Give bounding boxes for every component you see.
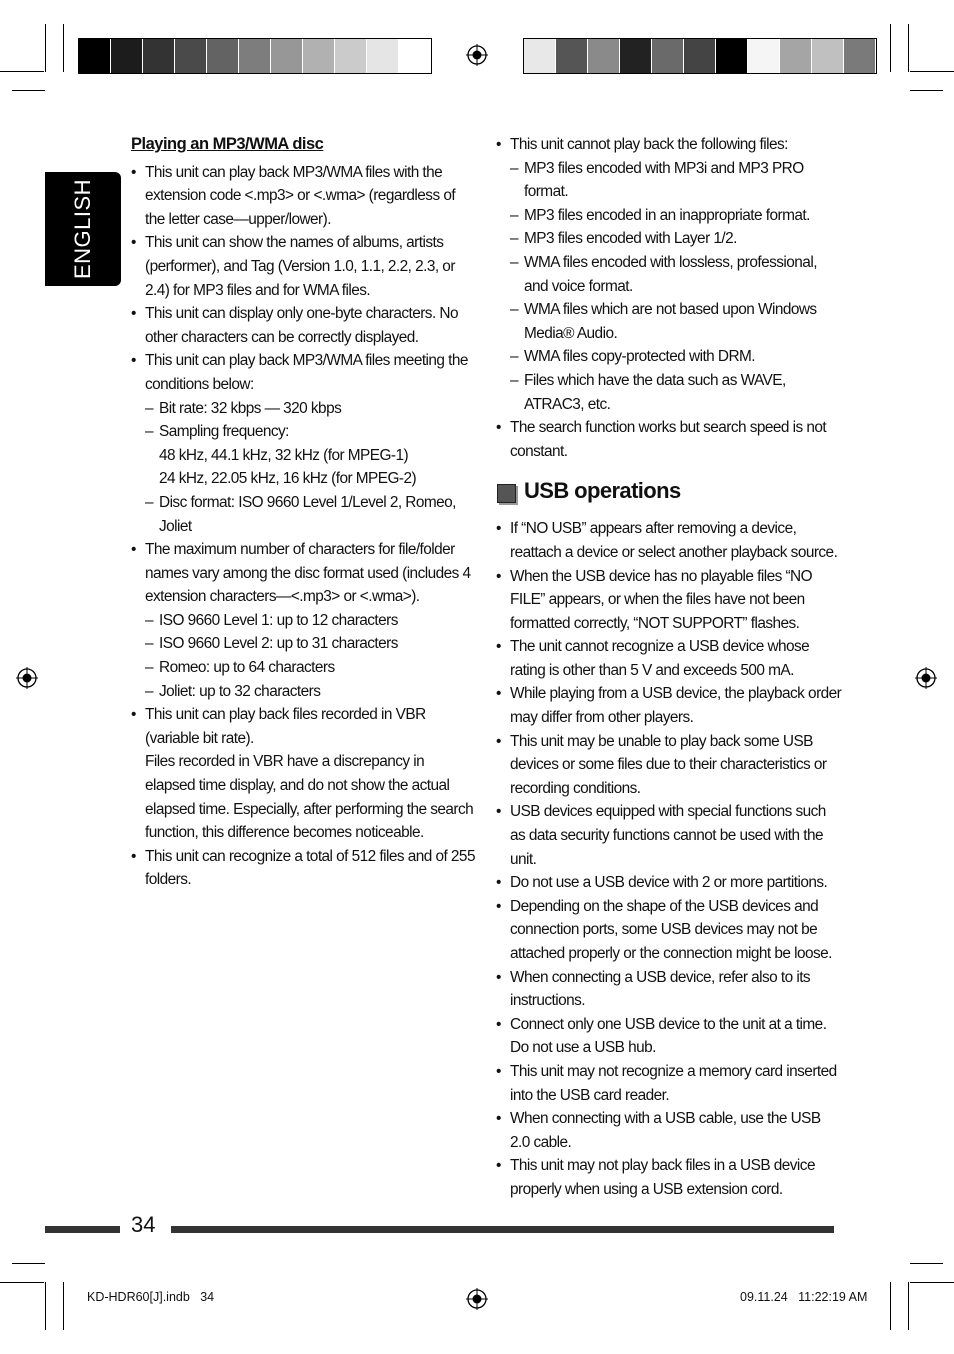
sub-list-item: – MP3 files encoded in an inappropriate format. <box>496 204 842 228</box>
color-swatch <box>271 39 303 73</box>
crop-mark <box>910 90 943 91</box>
crop-mark <box>0 1282 44 1283</box>
list-item: • The search function works but search speed is not constant. <box>496 416 842 463</box>
registration-mark-icon <box>466 44 488 66</box>
language-tab <box>45 172 121 286</box>
color-swatch <box>175 39 207 73</box>
color-swatch <box>239 39 271 73</box>
footer-file: KD-HDR60[J].indb 34 <box>87 1290 215 1304</box>
list-item: • When the USB device has no playable files “NO FILE” appears, or when the files have not been formatted correctly, “NOT SUPPORT” flashes. <box>496 565 842 636</box>
crop-mark <box>12 90 45 91</box>
footer-datetime: 09.11.24 11:22:19 AM <box>740 1290 868 1304</box>
list-item: • This unit can play back MP3/WMA files meeting the conditions below: <box>131 349 477 396</box>
sub-list-item: – ISO 9660 Level 1: up to 12 characters <box>131 609 477 633</box>
list-item: • Connect only one USB device to the unit at a time. Do not use a USB hub. <box>496 1013 842 1060</box>
list-item: • Do not use a USB device with 2 or more partitions. <box>496 871 842 895</box>
sub-list-item: – ISO 9660 Level 2: up to 31 characters <box>131 632 477 656</box>
list-item: 48 kHz, 44.1 kHz, 32 kHz (for MPEG-1) <box>159 446 409 464</box>
color-swatch <box>780 39 812 73</box>
sub-list-item: – Files which have the data such as WAVE, ATRAC3, etc. <box>496 369 842 416</box>
crop-mark <box>0 71 44 72</box>
sub-list-item: – MP3 files encoded with Layer 1/2. <box>496 227 842 251</box>
crop-mark <box>45 1282 46 1330</box>
list-item: • This unit may not recognize a memory card inserted into the USB card reader. <box>496 1060 842 1107</box>
color-swatch <box>652 39 684 73</box>
sub-list-item: – WMA files encoded with lossless, professional, and voice format. <box>496 251 842 298</box>
list-item: • This unit can play back MP3/WMA files with the extension code <.mp3> or <.wma> (regardless of the letter case—upper/lower). <box>131 161 477 232</box>
list-item: • The maximum number of characters for file/folder names vary among the disc format used (includes 4 extension characters—<.mp3> or <.wma>). <box>131 538 477 609</box>
sub-list-item: – WMA files which are not based upon Windows Media® Audio. <box>496 298 842 345</box>
color-swatch <box>303 39 335 73</box>
color-swatch <box>588 39 620 73</box>
section-header <box>496 478 842 511</box>
list-item: 24 kHz, 22.05 kHz, 16 kHz (for MPEG-2) <box>159 470 417 488</box>
page-bar-left <box>45 1226 120 1233</box>
page-bar-right <box>171 1226 834 1233</box>
crop-mark <box>910 71 954 72</box>
list-item: • The unit cannot recognize a USB device whose rating is other than 5 V and exceeds 500 mA. <box>496 635 842 682</box>
color-swatch <box>556 39 588 73</box>
color-swatch <box>143 39 175 73</box>
list-item: • When connecting a USB device, refer also to its instructions. <box>496 966 842 1013</box>
list-item: • USB devices equipped with special functions such as data security functions cannot be used with the unit. <box>496 800 842 871</box>
list-item: • This unit can display only one-byte characters. No other characters can be correctly displayed. <box>131 302 477 349</box>
left-column <box>131 133 477 892</box>
crop-mark <box>12 1263 45 1264</box>
right-column <box>496 133 842 1202</box>
color-swatch <box>399 39 431 73</box>
registration-mark-icon <box>915 667 937 689</box>
crop-mark <box>63 24 64 72</box>
list-item: • This unit cannot play back the following files: <box>496 133 842 157</box>
color-swatch <box>335 39 367 73</box>
sub-list-item: – MP3 files encoded with MP3i and MP3 PRO format. <box>496 157 842 204</box>
color-swatch <box>812 39 844 73</box>
color-swatch <box>748 39 780 73</box>
color-bar-right <box>523 38 877 74</box>
page-number: 34 <box>131 1212 156 1237</box>
color-swatch <box>844 39 876 73</box>
crop-mark <box>890 24 891 72</box>
crop-mark <box>910 1263 943 1264</box>
sub-list-item: – Joliet: up to 32 characters <box>131 680 477 704</box>
usb-list <box>496 517 842 1201</box>
section-square-icon <box>497 484 516 503</box>
language-tab-label: ENGLISH <box>70 178 95 280</box>
sub-list-item: – Disc format: ISO 9660 Level 1/Level 2, Romeo, Joliet <box>131 491 477 538</box>
sub-list-item: – Bit rate: 32 kbps — 320 kbps <box>131 397 477 421</box>
color-swatch <box>367 39 399 73</box>
color-swatch <box>79 39 111 73</box>
color-swatch <box>524 39 556 73</box>
list-item: • Depending on the shape of the USB devices and connection ports, some USB devices may not be attached properly or the connection might be loose. <box>496 895 842 966</box>
color-swatch <box>716 39 748 73</box>
list-item: • This unit may be unable to play back some USB devices or some files due to their characteristics or recording conditions. <box>496 730 842 801</box>
crop-mark <box>908 24 909 72</box>
right-list <box>496 133 842 463</box>
registration-mark-icon <box>466 1288 488 1310</box>
list-item: Files recorded in VBR have a discrepancy in elapsed time display, and do not show the actual elapsed time. Especially, after performing the search function, this difference becomes noticeable. <box>145 753 474 842</box>
list-item: • While playing from a USB device, the playback order may differ from other players. <box>496 682 842 729</box>
color-swatch <box>620 39 652 73</box>
color-bar-left <box>78 38 432 74</box>
crop-mark <box>910 1282 954 1283</box>
section-title: USB operations <box>524 478 681 504</box>
subsection-heading: Playing an MP3/WMA disc <box>131 135 324 153</box>
list-item: • If “NO USB” appears after removing a device, reattach a device or select another playback source. <box>496 517 842 564</box>
registration-mark-icon <box>16 667 38 689</box>
color-swatch <box>207 39 239 73</box>
list-item: • This unit can recognize a total of 512 files and of 255 folders. <box>131 845 477 892</box>
sub-list-item: – WMA files copy-protected with DRM. <box>496 345 842 369</box>
color-swatch <box>684 39 716 73</box>
list-item: • When connecting with a USB cable, use the USB 2.0 cable. <box>496 1107 842 1154</box>
crop-mark <box>890 1282 891 1330</box>
sub-list-item: – Romeo: up to 64 characters <box>131 656 477 680</box>
left-list <box>131 161 477 892</box>
color-swatch <box>111 39 143 73</box>
list-item: • This unit can play back files recorded in VBR (variable bit rate). <box>131 703 477 750</box>
sub-list-item: – Sampling frequency: <box>131 420 477 444</box>
crop-mark <box>45 24 46 72</box>
crop-mark <box>63 1282 64 1330</box>
crop-mark <box>908 1282 909 1330</box>
list-item: • This unit can show the names of albums, artists (performer), and Tag (Version 1.0, 1.1, 2.2, 2.3, or 2.4) for MP3 files and for WMA files. <box>131 231 477 302</box>
list-item: • This unit may not play back files in a USB device properly when using a USB extension cord. <box>496 1154 842 1201</box>
